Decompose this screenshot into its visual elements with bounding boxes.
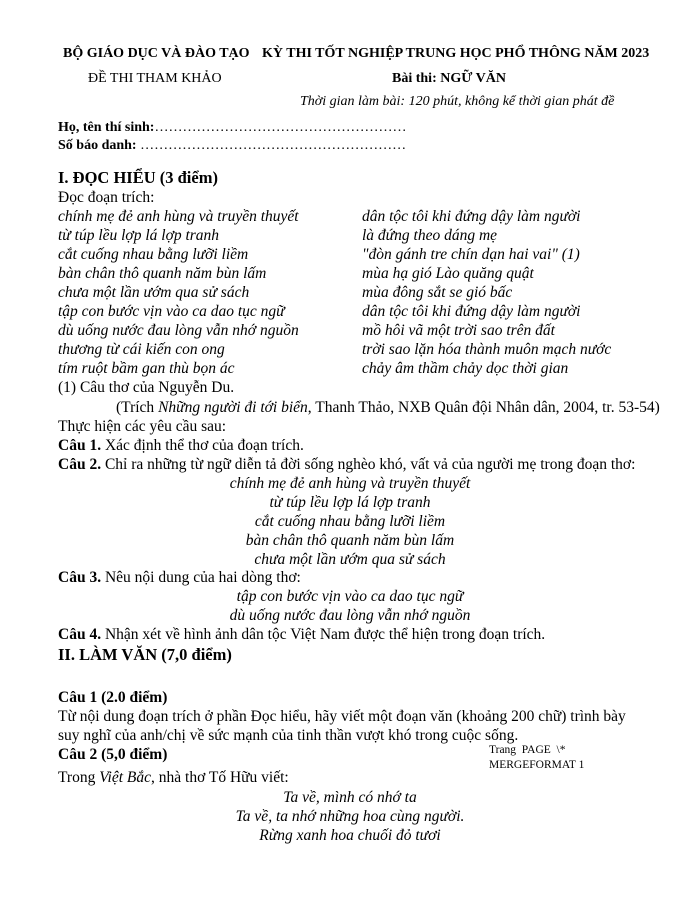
question-3 — [58, 568, 301, 587]
citation-rest: , Thanh Thảo, NXB Quân đội Nhân dân, 2004, tr. 53-54) — [307, 399, 660, 416]
page-field-line2: MERGEFORMAT 1 — [489, 759, 585, 771]
part1-heading: I. ĐỌC HIỂU (3 điểm) — [58, 168, 218, 187]
question-3-text: Nêu nội dung của hai dòng thơ: — [101, 569, 301, 586]
candidate-name-line — [58, 120, 406, 136]
part2-heading: II. LÀM VĂN (7,0 điểm) — [58, 645, 232, 664]
citation-title: Những người đi tới biển — [158, 399, 308, 416]
poem-line: từ túp lều lợp lá lợp tranh — [269, 494, 431, 511]
essay-question-1-line1: Từ nội dung đoạn trích ở phần Đọc hiểu, hãy viết một đoạn văn (khoảng 200 chữ) trình bày — [58, 708, 626, 725]
poem-line: là đứng theo dáng mẹ — [362, 227, 498, 244]
exam-type: ĐỀ THI THAM KHẢO — [88, 71, 222, 86]
candidate-id-label: Số báo danh: — [58, 138, 137, 153]
question-2 — [58, 455, 635, 474]
poem-line: từ túp lều lợp lá lợp tranh — [58, 227, 220, 244]
poem-line: chảy âm thầm chảy dọc thời gian — [362, 360, 569, 377]
poem-line: tập con bước vịn vào ca dao tục ngữ — [58, 303, 285, 320]
poem-line: dân tộc tôi khi đứng dậy làm người — [362, 208, 581, 225]
question-1-text: Xác định thể thơ của đoạn trích. — [101, 437, 304, 454]
poem-line: mùa hạ gió Lào quăng quật — [362, 265, 534, 282]
question-3-label: Câu 3. — [58, 569, 102, 586]
essay-question-2-poem — [0, 788, 700, 845]
essay-question-2-intro — [58, 768, 289, 787]
question-2-label: Câu 2. — [58, 456, 102, 473]
poem-line: trời sao lặn hóa thành muôn mạch nước — [362, 341, 612, 358]
intro-pre: Trong — [58, 769, 100, 786]
poem-line: dân tộc tôi khi đứng dậy làm người — [362, 303, 581, 320]
intro-title: Việt Bắc — [99, 769, 152, 786]
page-field-line1: Trang PAGE \* — [489, 744, 566, 756]
poem-line: bàn chân thô quanh năm bùn lấm — [58, 265, 267, 282]
candidate-name-label: Họ, tên thí sinh: — [58, 120, 155, 135]
poem-line: Ta về, mình có nhớ ta — [283, 789, 417, 806]
intro-post: , nhà thơ Tố Hữu viết: — [151, 769, 289, 786]
poem-line: chưa một lần ướm qua sử sách — [58, 284, 250, 301]
ministry-title: BỘ GIÁO DỤC VÀ ĐÀO TẠO — [63, 46, 250, 61]
candidate-name-dots: ……………………………………………… — [154, 120, 407, 135]
question-1-label: Câu 1. — [58, 437, 102, 454]
poem-line: "đòn gánh tre chín dạn hai vai" (1) — [362, 246, 580, 263]
poem-line: cắt cuống nhau bằng lưỡi liềm — [58, 246, 249, 263]
poem-line: Rừng xanh hoa chuối đỏ tươi — [259, 827, 441, 844]
exam-title: KỲ THI TỐT NGHIỆP TRUNG HỌC PHỔ THÔNG NĂM 2023 — [262, 46, 650, 61]
essay-question-1-heading: Câu 1 (2.0 điểm) — [58, 689, 168, 706]
poem-line: mồ hôi vã một trời sao trên đất — [362, 322, 555, 339]
subject-title: Bài thi: NGỮ VĂN — [392, 71, 506, 86]
essay-question-2-heading: Câu 2 (5,0 điểm) — [58, 746, 168, 763]
poem-line: tím ruột bầm gan thù bọn ác — [58, 360, 235, 377]
poem-line: chính mẹ đẻ anh hùng và truyền thuyết — [229, 475, 471, 492]
question-4-label: Câu 4. — [58, 626, 102, 643]
question-3-poem — [0, 587, 700, 625]
poem-line: mùa đông sắt se gió bấc — [362, 284, 513, 301]
question-4 — [58, 625, 545, 644]
poem-left-column — [58, 207, 299, 378]
question-2-text: Chỉ ra những từ ngữ diễn tả đời sống nghèo khó, vất vả của người mẹ trong đoạn thơ: — [101, 456, 636, 473]
instructions: Thực hiện các yêu cầu sau: — [58, 418, 227, 435]
question-4-text: Nhận xét về hình ảnh dân tộc Việt Nam được thể hiện trong đoạn trích. — [101, 626, 546, 643]
poem-right-column — [362, 207, 611, 378]
poem-line: thương từ cái kiến con ong — [58, 341, 225, 358]
poem-line: bàn chân thô quanh năm bùn lấm — [245, 532, 455, 549]
poem-line: tập con bước vịn vào ca dao tục ngữ — [236, 588, 464, 605]
citation — [116, 398, 660, 417]
candidate-id-dots: ………………………………………………… — [136, 138, 407, 153]
essay-question-1-line2: suy nghĩ của anh/chị về sức mạnh của tinh thần vượt khó trong cuộc sống. — [58, 727, 519, 744]
citation-open: (Trích — [116, 399, 159, 416]
poem-line: chưa một lần ướm qua sử sách — [254, 551, 446, 568]
candidate-id-line — [58, 138, 406, 154]
poem-line: chính mẹ đẻ anh hùng và truyền thuyết — [58, 208, 299, 225]
exam-time: Thời gian làm bài: 120 phút, không kể thời gian phát đề — [300, 94, 615, 109]
part1-intro: Đọc đoạn trích: — [58, 189, 155, 206]
poem-line: cắt cuống nhau bằng lưỡi liềm — [254, 513, 446, 530]
question-1 — [58, 436, 304, 455]
poem-line: Ta về, ta nhớ những hoa cùng người. — [235, 808, 465, 825]
poem-line: dù uống nước đau lòng vẫn nhớ nguồn — [229, 607, 471, 624]
question-2-poem — [0, 474, 700, 569]
poem-line: dù uống nước đau lòng vẫn nhớ nguồn — [58, 322, 299, 339]
footnote: (1) Câu thơ của Nguyễn Du. — [58, 379, 235, 396]
